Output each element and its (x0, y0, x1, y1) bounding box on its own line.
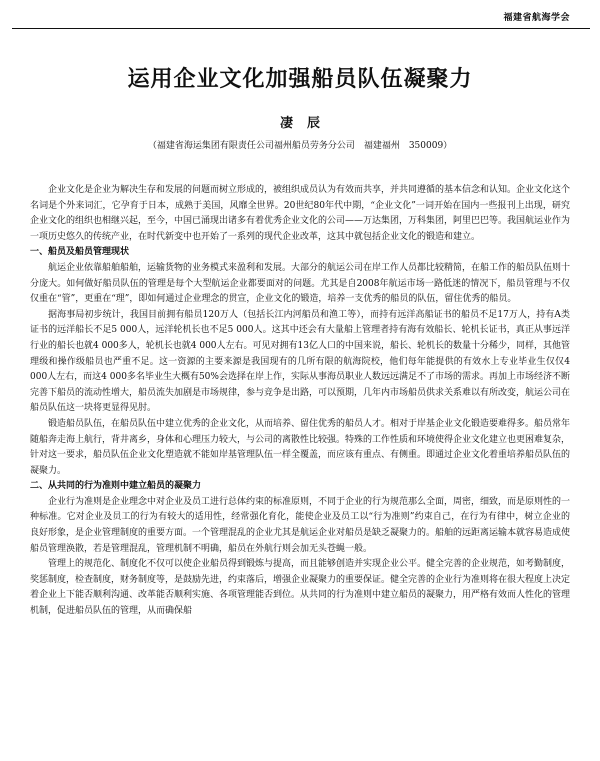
author-name: 凄辰 (279, 116, 334, 131)
author-affiliation: （福建省海运集团有限责任公司福州船员劳务分公司 福建福州 350009） (147, 141, 453, 151)
section-heading: 二、从共同的行为准则中建立船员的凝聚力 (30, 481, 202, 492)
article-title: 运用企业文化加强船员队伍凝聚力 (127, 67, 473, 92)
header-rule (12, 28, 590, 29)
body-paragraph: 管理上的规范化、制度化不仅可以使企业船员得到锻炼与提高，而且能够创造并实现企业公平。健全完善的企业规范，如考勤制度，奖惩制度，检查制度，财务制度等，是鼓励先进，约束落后，增强企业凝聚力的重要保证。健全完善的企业行为准则将在很大程度上决定着企业上下能否顺利沟通、改革能否顺利实施、各项管理能否到位。从共同的行为准则中建立船员的凝聚力，用严格有效而人性化的管理机制，促进船员队伍的管理，从而确保船 (30, 559, 571, 617)
body-paragraph: 锻造船员队伍，在船员队伍中建立优秀的企业文化，从而培养、留住优秀的船员人才。相对于岸基企业文化锻造要难得多。船员常年随船奔走海上航行，背井离乡，身体和心理压力较大，与公司的离散性比较强。特殊的工作性质和环境使得企业文化建立也更困难复杂，针对这一要求，船员队伍企业文化塑造就不能如岸基管理队伍一样全覆盖，而应该有重点、有侧重。即通过企业文化着重培养船员队伍的凝聚力。 (30, 418, 571, 476)
body-paragraph: 航运企业依靠船舶船舶，运输货物的业务模式来盈利和发展。大部分的航运公司在岸工作人员都比较精简，在船工作的船员队伍则十分庞大。如何做好船员队伍的管理是每个大型航运企业都要面对的问题。尤其是自2008年航运市场一路低迷的情况下，船员管理与不仅仅重在“管”，更重在“理”，即如何通过企业理念的贯宣，企业文化的锻造，培养一支优秀的船员的队伍，留住优秀的船员。 (30, 262, 571, 305)
body-paragraph: 企业文化是企业为解决生存和发展的问题而树立形成的，被组织成员认为有效而共享，并共同遵循的基本信念和认知。企业文化这个名词是个外来词汇，它孕育于日本，成熟于美国，风靡全世界。20世纪80年代中期，“企业文化”一词开始在国内一些报刊上出现，研究企业文化的组织也相继兴起，至今，中国已涌现出诸多有着优秀企业文化的公司——万达集团，万科集团，阿里巴巴等。我国航运业作为一项历史悠久的传统产业，在时代新变中也开始了一系列的现代企业改革，这其中就包括企业文化的锻造和建立。 (30, 185, 571, 242)
body-paragraph: 据海事局初步统计，我国目前拥有船员120万人（包括长江内河船员和渔工等），而持有远洋高船证书的船员不足17万人，持有A类证书的远洋船长不足5 000人，远洋轮机长也不足5 000人。这其中还会有大量船上管理者持有海有效船长、轮机长证书，真正从事远洋行业的船长也就4 000多人，轮机长也就4 000人左右。可见对拥有13亿人口的中国来说，船长、轮机长的数量十分稀少，同样，其他管理级和操作级船员也严重不足。这一资源的主要来源是我国现有的几所有限的航海院校，他们每年能提供的有效水上专业毕业生仅仅4 000人左右，而这4 000多名毕业生大概有50%会选择在岸上作，实际从事海员职业人数远远满足不了市场的需求。再加上市场经济不断完善下船员的流动性增大，船员流失加剧是市场规律，参与竞争是出路，可以预期，几年内市场船员供求关系难以有所改变，航运公司在船员队伍这一块将更显得见肘。 (30, 309, 571, 414)
section-heading: 一、船员及船员管理现状 (30, 247, 130, 258)
journal-name: 福建省航海学会 (503, 13, 570, 23)
body-paragraph: 企业行为准则是企业理念中对企业及员工进行总体约束的标准原则，不同于企业的行为规范那么全面，周密，细致，而是原则性的一种标准。它对企业及员工的行为有较大的适用性，经常强化育化，能使企业及员工以“行为准则”约束自己，在行为有律中，树立企业的良好形象，是企业管理制度的重要方面。一个管理混乱的企业尤其是航运企业对船员是缺乏凝聚力的。船舶的远距离运输本就容易造成使船员管理涣散，若是管理混乱，管理机制不明确，船员在外航行则会加无头苍蝇一般。 (30, 496, 571, 554)
article-body (30, 183, 570, 620)
